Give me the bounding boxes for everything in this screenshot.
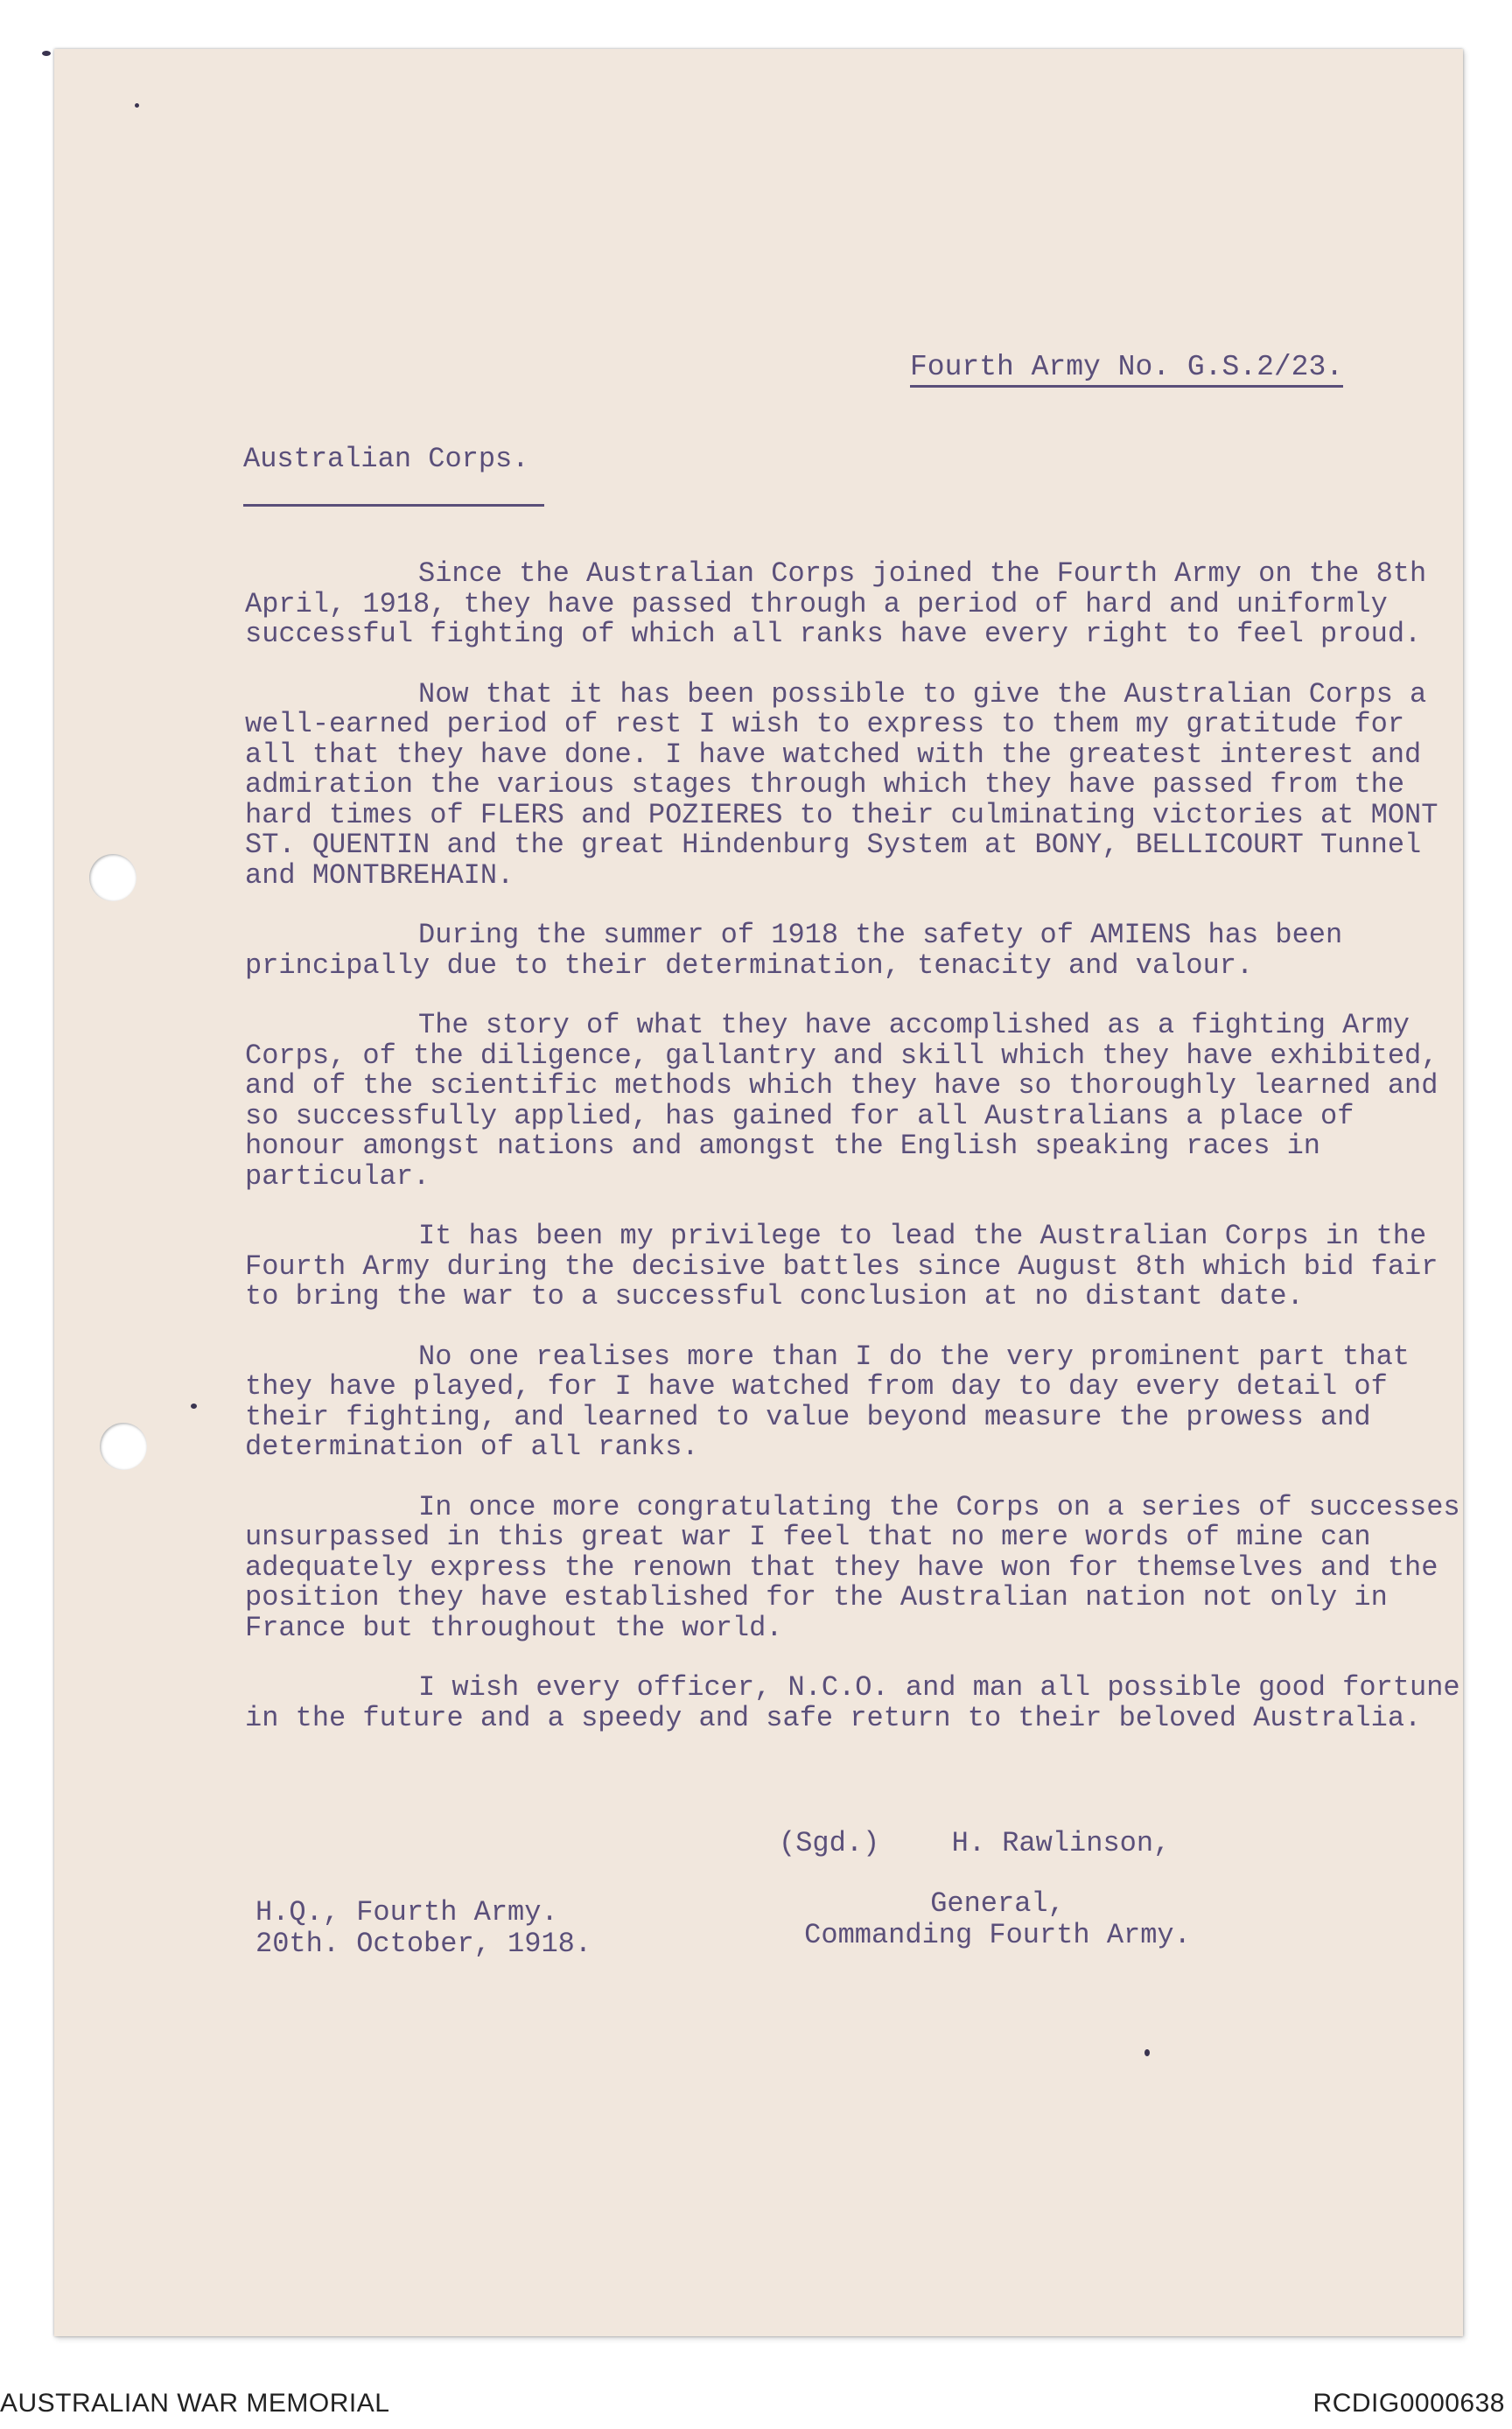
document-sheet — [54, 49, 1463, 2336]
signatory-name: H. Rawlinson, — [951, 1827, 1171, 1859]
paragraph: I wish every officer, N.C.O. and man all possible good fortune in the future and a speedy and safe return to their beloved Australia. — [245, 1671, 1460, 1734]
headquarters: H.Q., Fourth Army. — [256, 1896, 558, 1928]
ink-speck — [42, 51, 51, 56]
paragraph: Now that it has been possible to give the Australian Corps a well-earned period of rest I wish to express to them my gratitude for all that they have done. I have watched with the greatest interest and admiration the various stages through which they have passed from the hard times of FLERS and POZIERES to their culminating victories at MONT ST. QUENTIN and the great Hindenburg System at BONY, BELLICOURT Tunnel and MONTBREHAIN. — [245, 677, 1438, 892]
institution-credit: AUSTRALIAN WAR MEMORIAL — [0, 2389, 390, 2418]
ink-speck — [135, 103, 139, 108]
signatory-title: Commanding Fourth Army. — [804, 1919, 1191, 1951]
paragraph: It has been my privilege to lead the Australian Corps in the Fourth Army during the decisive battles since August 8th which bid fair to bring the war to a successful conclusion at no distant date. — [245, 1220, 1438, 1312]
punch-hole — [100, 1423, 147, 1470]
paragraph: During the summer of 1918 the safety of AMIENS has been principally due to their determination, tenacity and valour. — [245, 919, 1343, 982]
letter-date: 20th. October, 1918. — [256, 1928, 592, 1960]
ink-speck — [1144, 2049, 1150, 2056]
paragraph: The story of what they have accomplished as a fighting Army Corps, of the diligence, gallantry and skill which they have exhibited, and of the scientific methods which they have so thoroughly learned and so successfully applied, has gained for all Australians a place of honour amongst nations and amongst the English speaking races in particular. — [245, 1009, 1438, 1193]
punch-hole — [89, 854, 136, 901]
addressee: Australian Corps. — [243, 443, 529, 475]
paragraph: Since the Australian Corps joined the Fourth Army on the 8th April, 1918, they have passed through a period of hard and uniformly successful fighting of which all ranks have every right to feel proud. — [245, 557, 1427, 650]
paragraph: In once more congratulating the Corps on a series of successes unsurpassed in this great war I feel that no mere words of mine can adequately express the renown that they have won for themselves and the position they have established for the Australian nation not only in France but throughout the world. — [245, 1490, 1460, 1644]
paragraph: No one realises more than I do the very prominent part that they have played, for I have watched from day to day every detail of their fighting, and learned to value beyond measure the prowess and determination of all ranks. — [245, 1340, 1410, 1463]
letter-body — [245, 559, 1470, 1763]
ink-speck — [191, 1404, 197, 1409]
signatory-rank: General, — [930, 1887, 1065, 1920]
origin-block — [256, 1897, 592, 1960]
signed-mark: (Sgd.) — [779, 1827, 880, 1859]
signature-block — [779, 1827, 1191, 1951]
addressee-underline — [243, 504, 544, 507]
catalogue-id: RCDIG0000638 — [1312, 2389, 1505, 2418]
reference-number: Fourth Army No. G.S.2/23. — [910, 351, 1343, 388]
